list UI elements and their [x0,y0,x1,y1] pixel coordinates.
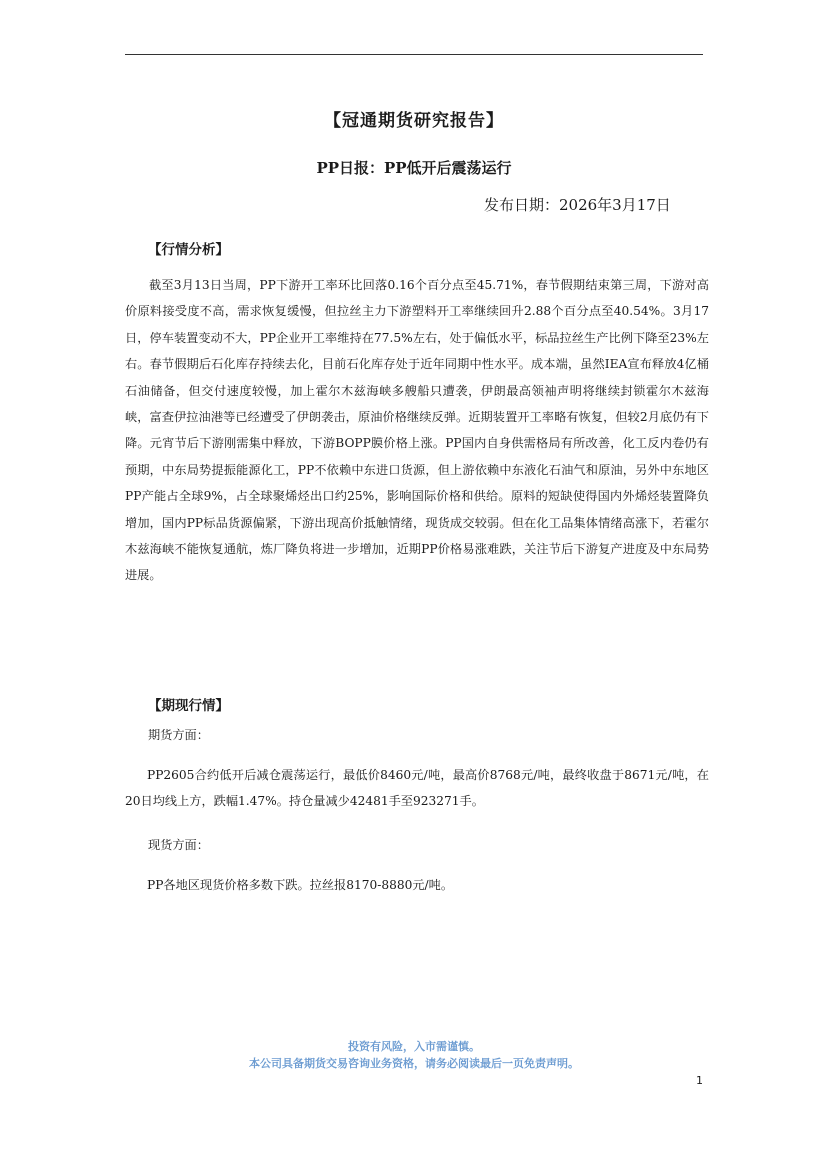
qualification-notice: 本公司具备期货交易咨询业务资格，请务必阅读最后一页免责声明。 [249,1057,579,1070]
section-heading-futures-spot: 【期现行情】 [148,698,229,714]
futures-label: 期货方面： [148,728,209,742]
report-subtitle: PP日报：PP低开后震荡运行 [316,159,512,177]
page-number: 1 [696,1074,703,1087]
section-heading-market-analysis: 【行情分析】 [148,242,229,258]
risk-notice: 投资有风险，入市需谨慎。 [348,1040,480,1053]
publish-date: 发布日期：2026年3月17日 [484,196,671,214]
header-rule [125,54,703,55]
spot-paragraph: PP各地区现货价格多数下跌。拉丝报8170-8880元/吨。 [147,878,454,892]
spot-label: 现货方面： [148,838,209,852]
market-analysis-paragraph: 截至3月13日当周，PP下游开工率环比回落0.16个百分点至45.71%，春节假期结束第三周，下游对高价原料接受度不高，需求恢复缓慢，但拉丝主力下游塑料开工率继续回升2.88个百分点至40.54%。3月17日，停车装置变动不大，PP企业开工率维持在77.5%左右，处于偏低水平，标品拉丝生产比例下降至23%左右。春节假期后石化库存持续去化，目前石化库存处于近年同期中性水平。成本端，虽然IEA宣布释放4亿桶石油储备，但交付速度较慢，加上霍尔木兹海峡多艘船只遭袭，伊朗最高领袖声明将继续封锁霍尔木兹海峡，富查伊拉油港等已经遭受了伊朗袭击，原油价格继续反弹。近期装置开工率略有恢复，但较2月底仍有下降。元宵节后下游刚需集中释放，下游BOPP膜价格上涨。PP国内自身供需格局有所改善，化工反内卷仍有预期，中东局势提振能源化工，PP不依赖中东进口货源，但上游依赖中东液化石油气和原油，另外中东地区PP产能占全球9%，占全球聚烯烃出口约25%，影响国际价格和供给。原料的短缺使得国内外烯烃装置降负增加，国内PP标品货源偏紧，下游出现高价抵触情绪，现货成交较弱。但在化工品集体情绪高涨下，若霍尔木兹海峡不能恢复通航，炼厂降负将进一步增加，近期PP价格易涨难跌，关注节后下游复产进度及中东局势进展。 [125,278,709,583]
report-title: 【冠通期货研究报告】 [324,111,504,131]
futures-paragraph: PP2605合约低开后减仓震荡运行，最低价8460元/吨，最高价8768元/吨，最终收盘于8671元/吨，在20日均线上方，跌幅1.47%。持仓量减少42481手至923271手。 [125,768,709,808]
